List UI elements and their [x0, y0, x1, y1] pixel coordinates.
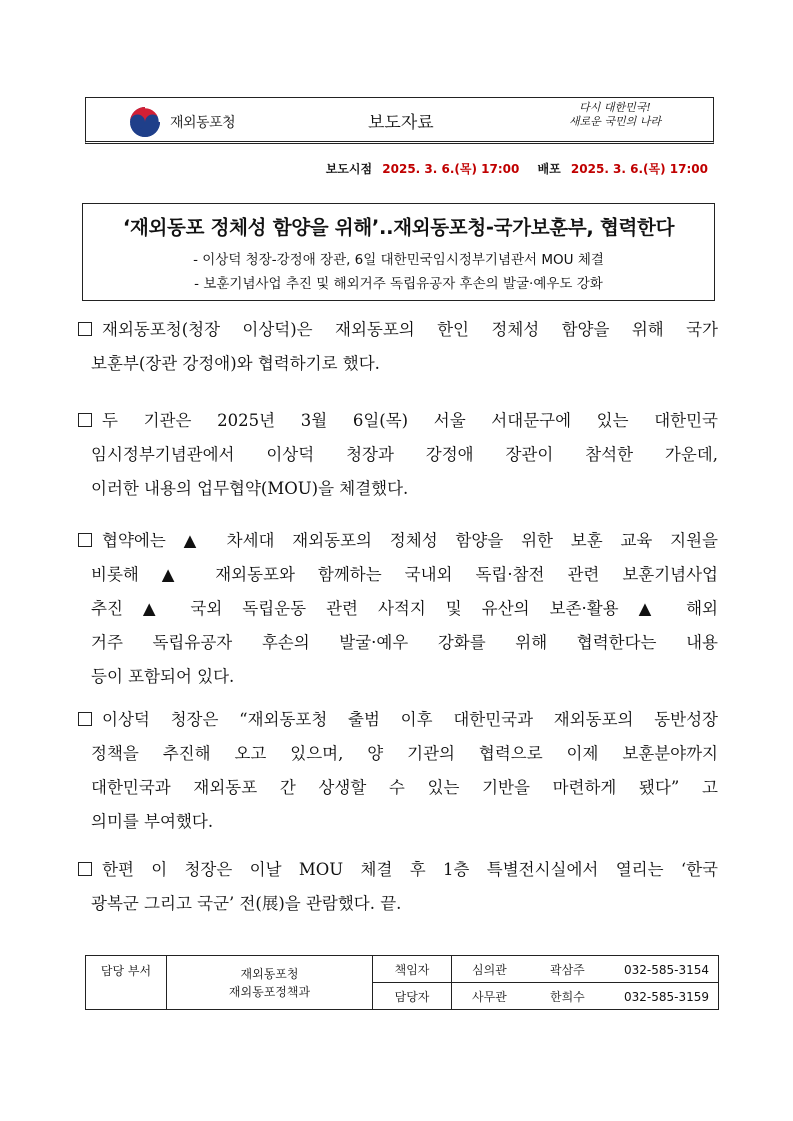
slogan — [560, 101, 670, 129]
doc-type: 보도자료 — [368, 113, 434, 133]
paragraph-5 — [78, 853, 718, 921]
distribution-label: 배포 — [537, 162, 561, 176]
contact-cell — [452, 956, 719, 983]
org-logo — [128, 105, 308, 139]
table-row — [86, 956, 719, 983]
contact-name: 한희수 — [550, 989, 585, 1004]
release-info — [326, 160, 708, 177]
contact-cell — [452, 983, 719, 1010]
paragraph-3 — [78, 524, 718, 694]
dept-line2: 재외동포정책과 — [228, 984, 311, 999]
paragraph-line: 거주 독립유공자 후손의 발굴·예우 강화를 위해 협력한다는 내용 — [91, 633, 718, 652]
paragraph-line: 이러한 내용의 업무협약(MOU)을 체결했다. — [91, 479, 409, 498]
paragraph-line: 한편 이 청장은 이날 MOU 체결 후 1층 특별전시실에서 열리는 ‘한국 — [102, 860, 718, 879]
paragraph-line: 대한민국과 재외동포 간 상생할 수 있는 기반을 마련하게 됐다” 고 — [91, 778, 718, 797]
distribution-value: 2025. 3. 6.(목) 17:00 — [570, 162, 708, 176]
paragraph-line: 협약에는 ▲ 차세대 재외동포의 정체성 함양을 위한 보훈 교육 지원을 — [102, 531, 718, 550]
subtitle-2: - 보훈기념사업 추진 및 해외거주 독립유공자 후손의 발굴·예우도 강화 — [194, 276, 603, 292]
contact-table — [85, 955, 719, 1010]
paragraph-2 — [78, 404, 718, 506]
paragraph-line: 보훈부(장관 강정애)와 협력하기로 했다. — [91, 354, 380, 373]
paragraph-line: 등이 포함되어 있다. — [91, 667, 235, 686]
subtitle-1: - 이상덕 청장-강정애 장관, 6일 대한민국임시정부기념관서 MOU 체결 — [193, 252, 604, 268]
dept-label: 담당 부서 — [86, 956, 167, 1010]
checkbox-square-icon — [78, 712, 92, 726]
paragraph-line: 이상덕 청장은 “재외동포청 출범 이후 대한민국과 재외동포의 동반성장 — [102, 710, 718, 729]
checkbox-square-icon — [78, 322, 92, 336]
slogan-line1: 다시 대한민국! — [579, 101, 651, 114]
org-name: 재외동포청 — [170, 115, 236, 131]
contact-title: 사무관 — [472, 989, 507, 1004]
slogan-line2: 새로운 국민의 나라 — [568, 115, 661, 128]
paragraph-1 — [78, 313, 718, 381]
paragraph-4 — [78, 703, 718, 839]
role-cell: 책임자 — [373, 956, 452, 983]
paragraph-line: 두 기관은 2025년 3월 6일(목) 서울 서대문구에 있는 대한민국 — [102, 411, 718, 430]
embargo-value: 2025. 3. 6.(목) 17:00 — [382, 162, 520, 176]
paragraph-line: 비롯해 ▲ 재외동포와 함께하는 국내외 독립·참전 관련 보훈기념사업 — [91, 565, 718, 584]
contact-title: 심의관 — [472, 962, 507, 977]
contact-phone: 032-585-3159 — [624, 989, 710, 1004]
paragraph-line: 추진 ▲ 국외 독립운동 관련 사적지 및 유산의 보존·활용 ▲ 해외 — [91, 599, 718, 618]
checkbox-square-icon — [78, 533, 92, 547]
paragraph-line: 의미를 부여했다. — [91, 812, 214, 831]
dept-cell — [167, 956, 373, 1010]
main-title: ‘재외동포 정체성 함양을 위해’..재외동포청-국가보훈부, 협력한다 — [122, 216, 675, 239]
contact-name: 곽삼주 — [550, 962, 585, 977]
paragraph-line: 광복군 그리고 국군’ 전(展)을 관람했다. 끝. — [91, 894, 402, 913]
checkbox-square-icon — [78, 862, 92, 876]
paragraph-line: 재외동포청(청장 이상덕)은 재외동포의 한인 정체성 함양을 위해 국가 — [102, 320, 718, 339]
paragraph-line: 정책을 추진해 오고 있으며, 양 기관의 협력으로 이제 보훈분야까지 — [91, 744, 718, 763]
paragraph-line: 임시정부기념관에서 이상덕 청장과 강정애 장관이 참석한 가운데, — [91, 445, 718, 464]
dept-line1: 재외동포청 — [240, 966, 299, 981]
checkbox-square-icon — [78, 413, 92, 427]
taegeuk-emblem-icon — [128, 105, 162, 139]
role-cell: 담당자 — [373, 983, 452, 1010]
contact-phone: 032-585-3154 — [624, 962, 710, 977]
embargo-label: 보도시점 — [325, 162, 373, 176]
